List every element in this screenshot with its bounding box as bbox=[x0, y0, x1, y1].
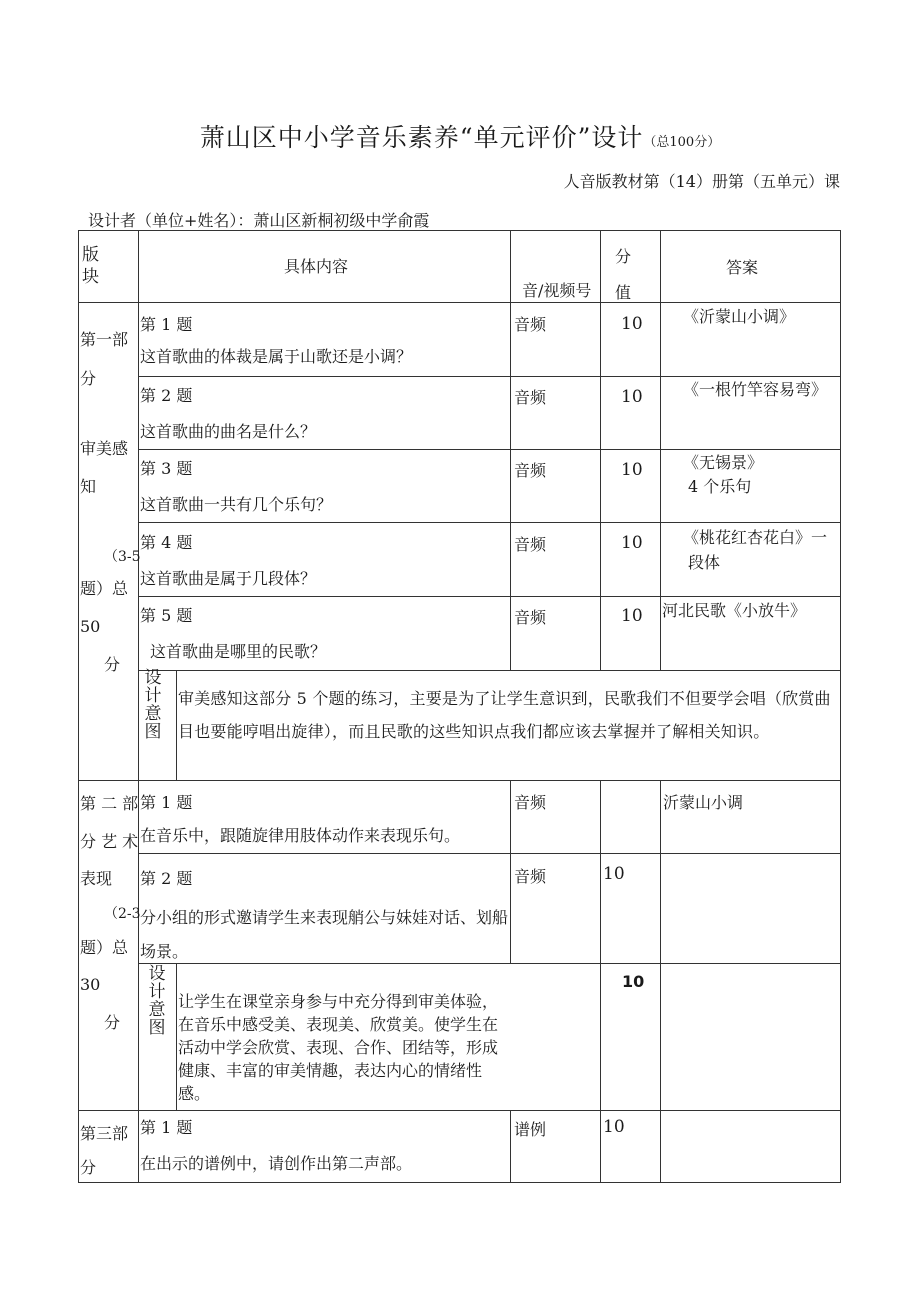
content-column-header: 具体内容 bbox=[284, 257, 349, 276]
answer-column-header: 答案 bbox=[726, 258, 759, 277]
part2-intent-score: 10 bbox=[622, 972, 645, 991]
media-column-header: 音/视频号 bbox=[522, 281, 592, 300]
page-title: 萧山区中小学音乐素养“单元评价”设计（总100分） bbox=[199, 123, 721, 152]
part1-intent-text: 审美感知这部分 5 个题的练习，主要是为了让学生意识到，民歌我们不但要学会唱（欣赏曲目也要能哼唱出旋律），而且民歌的这些知识点我们都应该去掌握并了解相关知识。 bbox=[178, 689, 831, 741]
part2-intent-text: 让学生在课堂亲身参与中充分得到审美体验，在音乐中感受美、表现美、欣赏美。使学生在活动中学会欣赏、表现、合作、团结等，形成健康、丰富的审美情趣，表达内心的情绪性感。 bbox=[178, 992, 499, 1103]
score-column-header-top: 分 bbox=[615, 247, 632, 266]
section-column-header: 版块 bbox=[82, 245, 99, 287]
textbook-info: 人音版教材第（14）册第（五单元）课 bbox=[563, 172, 840, 191]
part1-intent-label: 设计意图 bbox=[144, 668, 162, 742]
designer-info: 设计者（单位+姓名）：萧山区新桐初级中学俞霞 bbox=[88, 211, 430, 230]
score-column-header-bottom: 值 bbox=[615, 283, 632, 302]
part2-intent-label: 设计意图 bbox=[148, 964, 166, 1038]
total-score-note: （总100分） bbox=[643, 135, 721, 150]
